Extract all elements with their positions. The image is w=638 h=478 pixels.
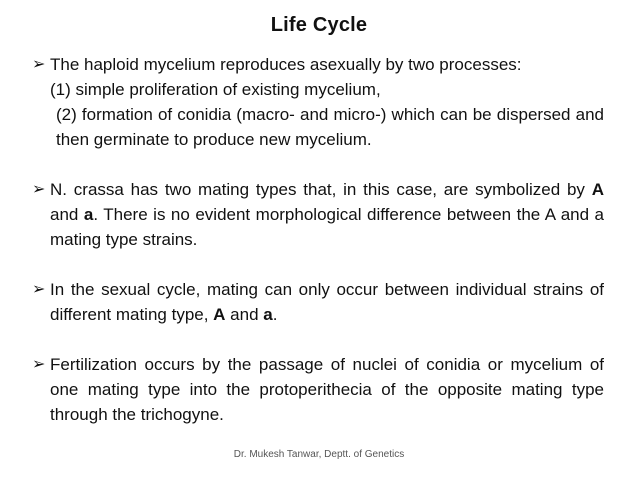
bullet-text: Fertilization occurs by the passage of nuclei of conidia or mycelium of one mating type into the protoperithecia of the opposite mating type through the trichogyne. xyxy=(50,355,604,424)
arrow-bullet-icon: ➢ xyxy=(32,281,46,298)
bullet-subpoint-1: (1) simple proliferation of existing mycelium, xyxy=(50,80,381,99)
arrow-bullet-icon: ➢ xyxy=(32,356,46,373)
bullet-subpoint-2: (2) formation of conidia (macro- and micro-) which can be dispersed and then germinate to produce new mycelium. xyxy=(56,105,604,149)
bullet-fertilization xyxy=(32,352,604,427)
bullet-text: N. crassa has two mating types that, in this case, are symbolized by xyxy=(50,180,592,199)
mating-type-A: A xyxy=(213,305,226,324)
bullet-text: and xyxy=(50,205,84,224)
arrow-bullet-icon: ➢ xyxy=(32,181,46,198)
bullet-text: In the sexual cycle, mating can only occur between individual strains of different mating type, xyxy=(50,280,604,324)
bullet-text: . xyxy=(272,305,278,324)
mating-type-A: A xyxy=(591,180,604,199)
mating-type-a: a xyxy=(263,305,273,324)
bullet-sexual-cycle xyxy=(32,277,604,327)
bullet-text: and xyxy=(225,305,264,324)
slide-title: Life Cycle xyxy=(270,14,368,36)
bullet-text: . There is no evident morphological difference between the A and a mating type strains. xyxy=(50,205,605,249)
arrow-bullet-icon: ➢ xyxy=(32,56,46,73)
slide-content xyxy=(32,52,604,427)
slide-footer: Dr. Mukesh Tanwar, Deptt. of Genetics xyxy=(233,449,405,460)
bullet-asexual-reproduction xyxy=(32,52,604,152)
mating-type-a: a xyxy=(83,205,94,224)
bullet-mating-types xyxy=(32,177,604,252)
bullet-text: The haploid mycelium reproduces asexually by two processes: xyxy=(50,55,522,74)
